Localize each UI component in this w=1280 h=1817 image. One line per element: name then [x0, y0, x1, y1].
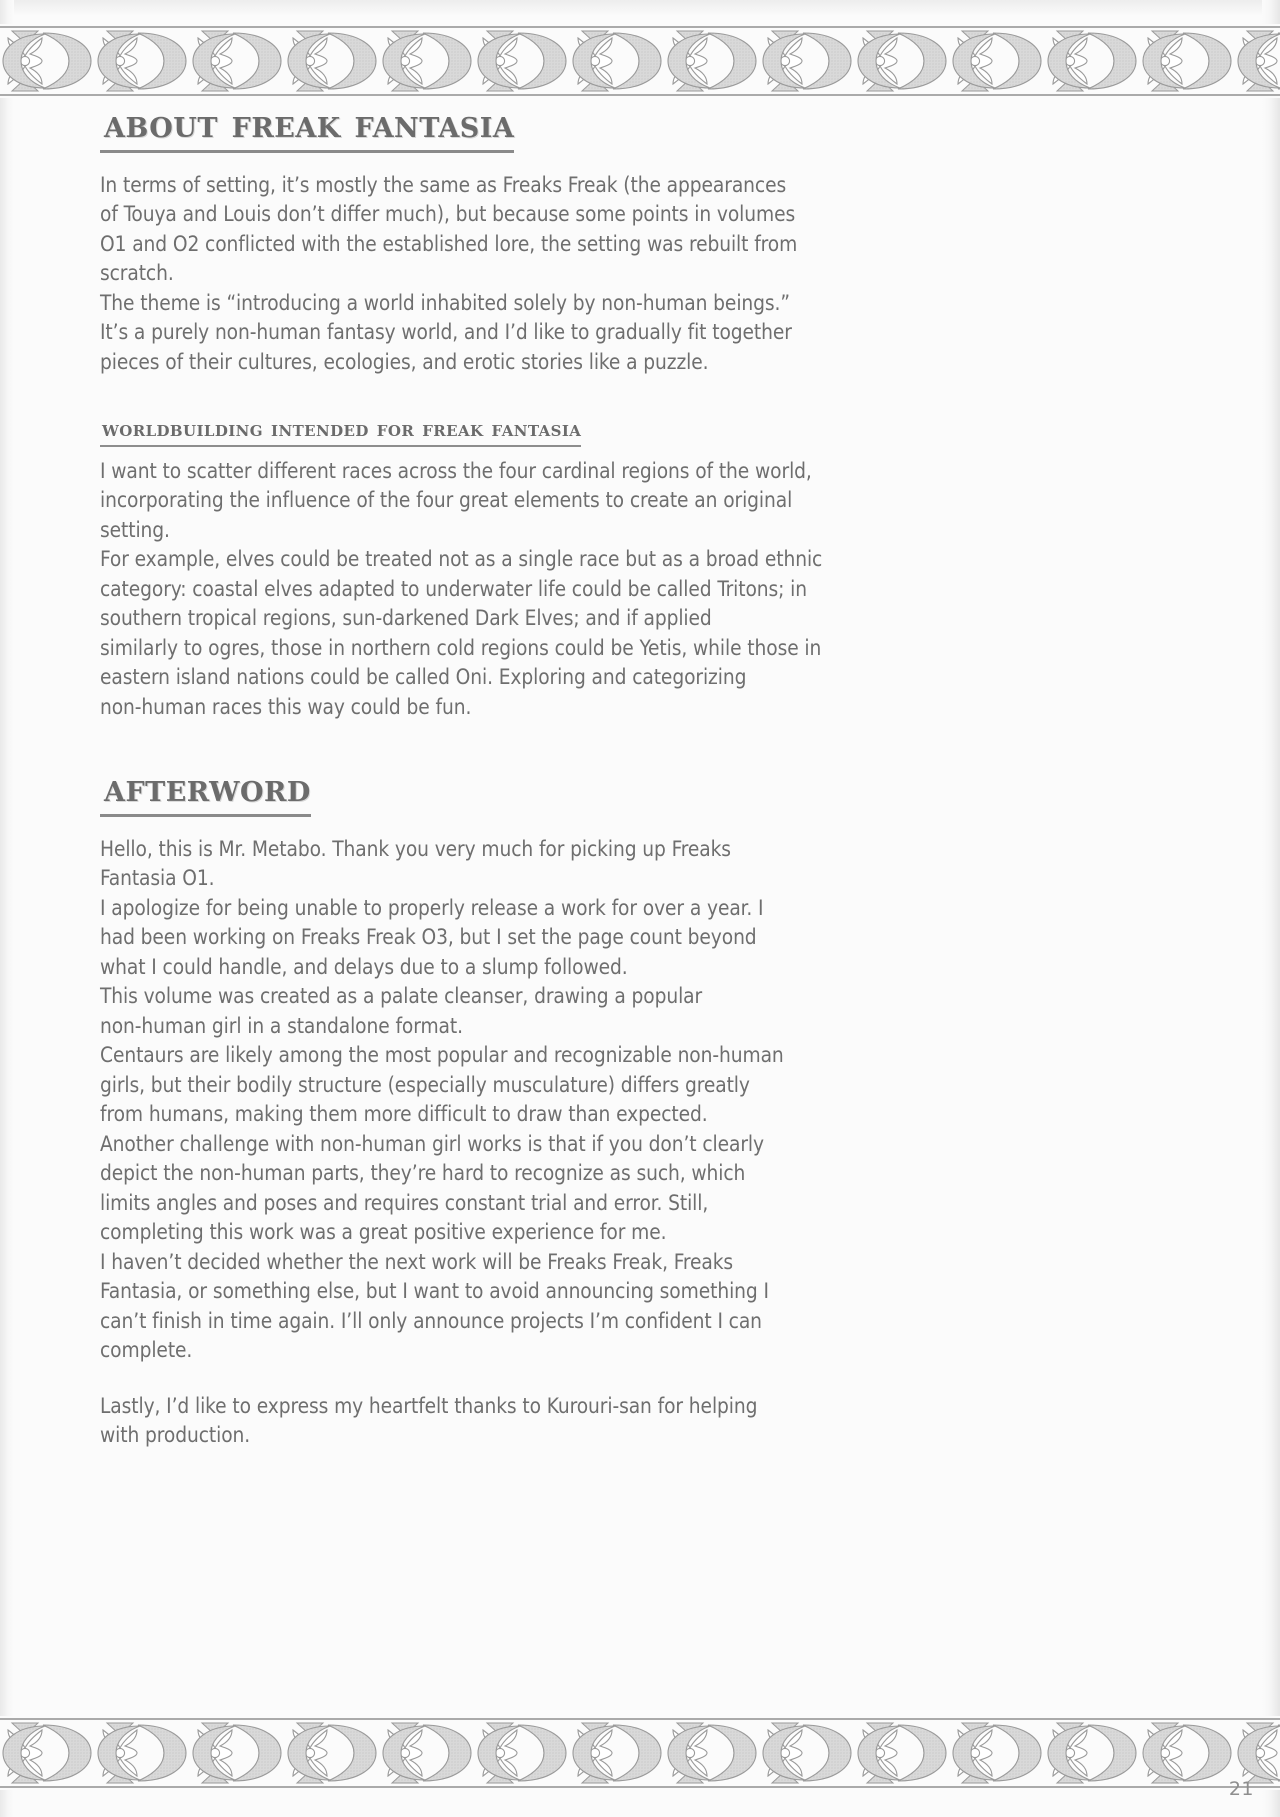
- text-line: I want to scatter different races across the four cardinal regions of the world,: [100, 458, 812, 484]
- spacer: [100, 1366, 1030, 1392]
- text-line: non-human girl in a standalone format.: [100, 1013, 463, 1039]
- text-line: depict the non-human parts, they’re hard to recognize as such, which: [100, 1161, 746, 1187]
- text-line: This volume was created as a palate cleanser, drawing a popular: [100, 984, 703, 1010]
- section-afterword: [100, 765, 1030, 1451]
- text-line: what I could handle, and delays due to a slump followed.: [100, 954, 628, 980]
- text-line: can’t finish in time again. I’ll only announce projects I’m confident I can: [100, 1308, 762, 1334]
- text-line: For example, elves could be treated not as a single race but as a broad ethnic: [100, 547, 823, 573]
- section-about-freak-fantasia: [100, 101, 1030, 377]
- text-line: limits angles and poses and requires constant trial and error. Still,: [100, 1190, 709, 1216]
- text-line: eastern island nations could be called Oni. Exploring and categorizing: [100, 665, 747, 691]
- text-line: girls, but their bodily structure (especially musculature) differs greatly: [100, 1072, 750, 1098]
- text-line: pieces of their cultures, ecologies, and erotic stories like a puzzle.: [100, 349, 709, 375]
- page-edge-shading-left: [0, 0, 14, 1817]
- text-line: Fantasia O1.: [100, 866, 215, 892]
- text-line: Fantasia, or something else, but I want to avoid announcing something I: [100, 1279, 769, 1305]
- text-line: category: coastal elves adapted to underwater life could be called Tritons; in: [100, 576, 807, 602]
- text-line: from humans, making them more difficult to draw than expected.: [100, 1102, 708, 1128]
- paragraph-afterword-thanks: [100, 1392, 997, 1451]
- text-line: southern tropical regions, sun-darkened Dark Elves; and if applied: [100, 606, 712, 632]
- paragraph-worldbuilding: [100, 457, 997, 723]
- text-line: Lastly, I’d like to express my heartfelt thanks to Kurouri-san for helping: [100, 1393, 758, 1419]
- text-line: completing this work was a great positive experience for me.: [100, 1220, 667, 1246]
- page-content: [100, 101, 1030, 1451]
- paragraph-about: [100, 171, 997, 378]
- decorative-border-top: [0, 24, 1280, 98]
- text-line: scratch.: [100, 261, 174, 287]
- text-line: similarly to ogres, those in northern cold regions could be Yetis, while those in: [100, 635, 822, 661]
- text-line: setting.: [100, 517, 170, 543]
- text-line: Centaurs are likely among the most popular and recognizable non-human: [100, 1043, 784, 1069]
- page-number: 21: [1228, 1778, 1254, 1800]
- text-line: incorporating the influence of the four great elements to create an original: [100, 488, 793, 514]
- section-heading-worldbuilding: worldbuilding intended for freak fantasia: [102, 416, 582, 443]
- text-line: had been working on Freaks Freak O3, but I set the page count beyond: [100, 925, 757, 951]
- afterword-title-underline: [100, 765, 311, 817]
- paragraph-afterword-main: [100, 835, 997, 1366]
- subheading-underline: [100, 417, 581, 446]
- text-line: Hello, this is Mr. Metabo. Thank you very much for picking up Freaks: [100, 836, 731, 862]
- section-worldbuilding: [100, 417, 1030, 722]
- text-line: I apologize for being unable to properly release a work for over a year. I: [100, 895, 764, 921]
- text-line: non-human races this way could be fun.: [100, 694, 472, 720]
- page-edge-shading-top: [0, 0, 1280, 16]
- text-line: of Touya and Louis don’t differ much), but because some points in volumes: [100, 202, 796, 228]
- page-edge-shading-right: [1262, 0, 1280, 1817]
- decorative-border-bottom: [0, 1716, 1280, 1790]
- spacer: [100, 377, 1030, 417]
- page-title: about freak fantasia: [104, 101, 515, 146]
- page-title-underline: [100, 101, 515, 153]
- text-line: O1 and O2 conflicted with the established lore, the setting was rebuilt from: [100, 231, 798, 257]
- text-line: Another challenge with non-human girl works is that if you don’t clearly: [100, 1131, 764, 1157]
- afterword-title: afterword: [104, 765, 311, 811]
- text-line: with production.: [100, 1423, 251, 1449]
- text-line: The theme is “introducing a world inhabited solely by non-human beings.”: [100, 290, 790, 316]
- text-line: It’s a purely non-human fantasy world, and I’d like to gradually fit together: [100, 320, 792, 346]
- text-line: complete.: [100, 1338, 193, 1364]
- text-line: In terms of setting, it’s mostly the same as Freaks Freak (the appearances: [100, 172, 787, 198]
- text-line: I haven’t decided whether the next work will be Freaks Freak, Freaks: [100, 1249, 734, 1275]
